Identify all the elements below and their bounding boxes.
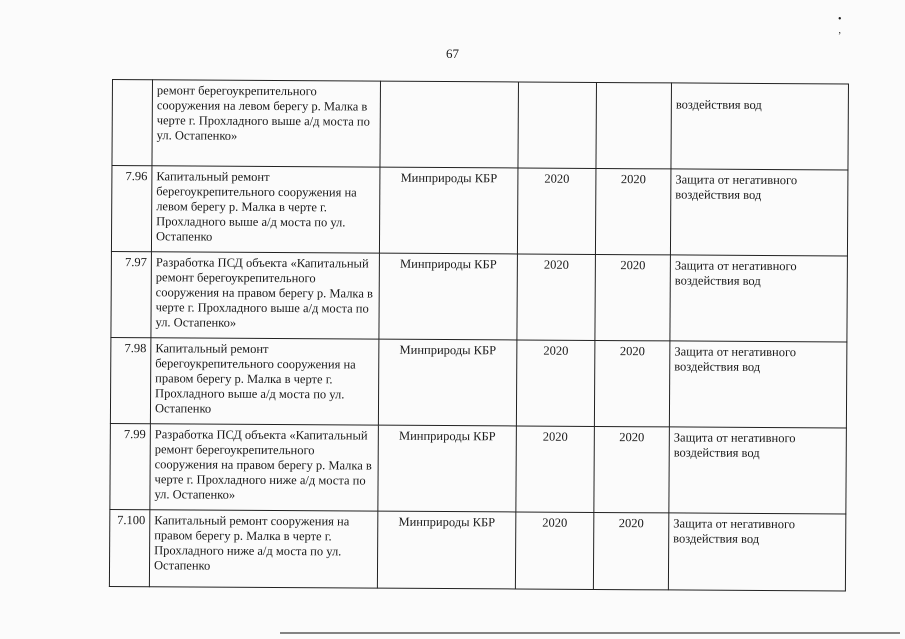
- row-year-start: 2020: [517, 168, 596, 254]
- row-executor: Минприроды КБР: [379, 253, 518, 340]
- row-goal: Защита от негативного воздействия вод: [670, 255, 848, 342]
- row-description: Капитальный ремонт берегоукрепительного сооружения на правом берегу р. Малка в черте г. Прохладного выше а/д моста по ул. Остапенко: [150, 338, 379, 425]
- row-description: Разработка ПСД объекта «Капитальный ремонт берегоукрепительного сооружения на правом берегу р. Малка в черте г. Прохладного ниже а/д моста по ул. Остапенко»: [150, 424, 379, 511]
- row-year-end: [596, 82, 672, 168]
- row-description: Разработка ПСД объекта «Капитальный ремонт берегоукрепительного сооружения на правом берегу р. Малка в черте г. Прохладного выше а/д моста по ул. Остапенко»: [151, 252, 380, 339]
- row-executor: Минприроды КБР: [378, 339, 517, 426]
- row-goal: Защита от негативного воздействия вод: [668, 513, 845, 591]
- row-number: 7.96: [111, 166, 152, 252]
- row-number: 7.100: [109, 509, 149, 586]
- row-year-start: 2020: [516, 340, 595, 426]
- table-row: [111, 251, 848, 341]
- row-number: [112, 80, 153, 166]
- table-row: [110, 337, 847, 427]
- scan-marks: • ‚: [838, 14, 876, 36]
- row-year-start: 2020: [515, 512, 593, 589]
- table-row: [112, 80, 849, 170]
- table-row: [110, 423, 847, 513]
- row-number: 7.99: [110, 423, 151, 509]
- row-year-end: 2020: [594, 426, 670, 512]
- row-year-end: 2020: [593, 512, 668, 589]
- row-year-start: 2020: [516, 426, 595, 512]
- measures-table: [109, 79, 849, 591]
- row-executor: [380, 81, 519, 168]
- row-goal: Защита от негативного воздействия вод: [669, 341, 847, 428]
- row-executor: Минприроды КБР: [379, 167, 518, 254]
- row-description: Капитальный ремонт берегоукрепительного сооружения на левом берегу р. Малка в черте г. Прохладного выше а/д моста по ул. Остапенко: [151, 166, 380, 253]
- row-goal: воздействия вод: [671, 83, 849, 170]
- row-year-end: 2020: [595, 254, 671, 340]
- row-description: Капитальный ремонт сооружения на правом берегу р. Малка в черте г. Прохладного ниже а/д моста по ул. Остапенко: [149, 510, 377, 588]
- row-goal: Защита от негативного воздействия вод: [669, 427, 847, 514]
- row-goal: Защита от негативного воздействия вод: [670, 169, 848, 256]
- table-row: [111, 166, 848, 256]
- page-number: 67: [446, 46, 459, 61]
- row-year-end: 2020: [595, 168, 671, 254]
- row-year-end: 2020: [594, 340, 670, 426]
- row-number: 7.98: [110, 337, 151, 423]
- row-number: 7.97: [111, 251, 152, 337]
- row-executor: Минприроды КБР: [378, 425, 517, 512]
- row-year-start: 2020: [517, 254, 596, 340]
- table-row: [109, 509, 845, 590]
- scan-artifact-line: [280, 632, 900, 637]
- row-description: ремонт берегоукрепительного сооружения на левом берегу р. Малка в черте г. Прохладного выше а/д моста по ул. Остапенко»: [152, 80, 381, 167]
- row-executor: Минприроды КБР: [377, 511, 515, 589]
- row-year-start: [518, 82, 597, 168]
